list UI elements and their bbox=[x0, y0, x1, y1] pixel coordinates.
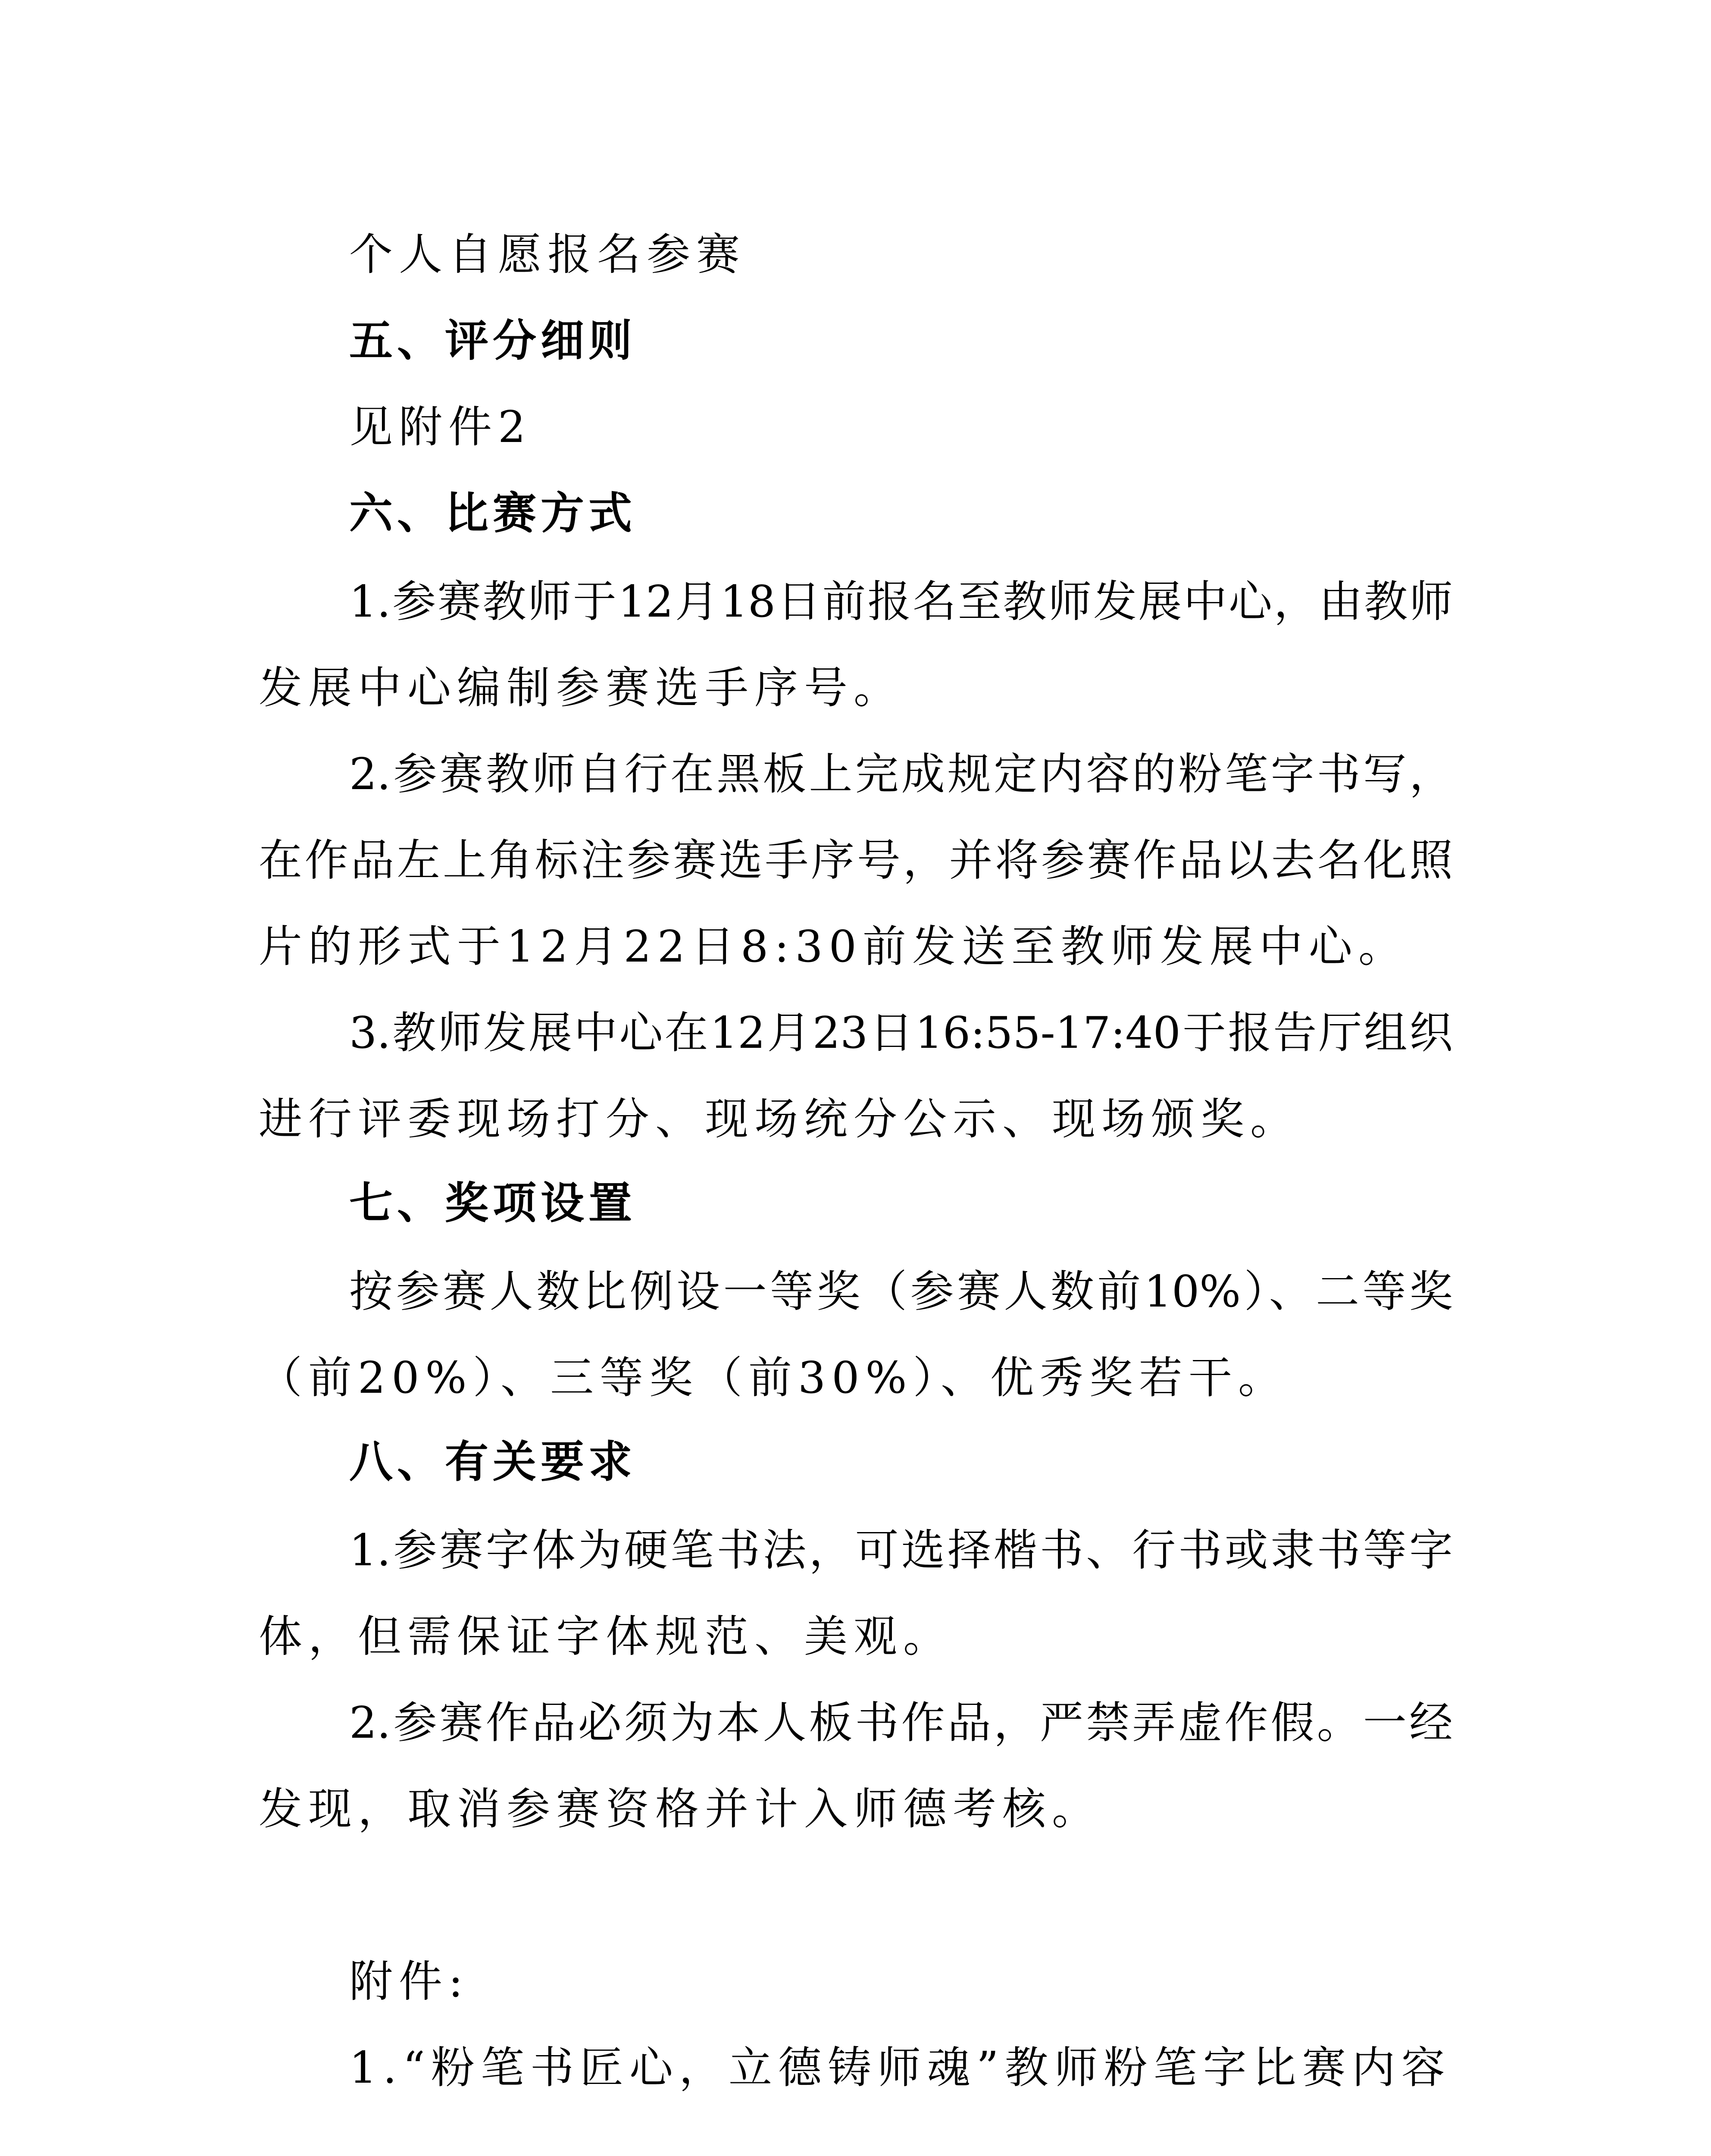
paragraph-line: 1.参赛教师于12月18日前报名至教师发展中心，由教师 bbox=[349, 576, 1453, 627]
paragraph-line: 3.教师发展中心在12月23日16:55-17:40于报告厅组织 bbox=[349, 1007, 1453, 1058]
section-heading: 五、评分细则 bbox=[349, 315, 637, 366]
attachment-item: 1.“粉笔书匠心，立德铸师魂”教师粉笔字比赛内容 bbox=[349, 2042, 1451, 2093]
paragraph-line: 片的形式于12月22日8:30前发送至教师发展中心。 bbox=[259, 921, 1408, 972]
paragraph-line: 发现，取消参赛资格并计入师德考核。 bbox=[259, 1783, 1102, 1834]
paragraph-line: 进行评委现场打分、现场统分公示、现场颁奖。 bbox=[259, 1094, 1300, 1144]
attachment-label: 附件: bbox=[349, 1956, 469, 2007]
section-heading: 七、奖项设置 bbox=[349, 1178, 637, 1228]
paragraph-line: 个人自愿报名参赛 bbox=[349, 229, 746, 280]
paragraph-line: 2.参赛教师自行在黑板上完成规定内容的粉笔字书写， bbox=[349, 749, 1453, 799]
section-heading: 八、有关要求 bbox=[349, 1436, 637, 1487]
paragraph-line: 见附件2 bbox=[349, 401, 532, 452]
paragraph-line: 发展中心编制参赛选手序号。 bbox=[259, 662, 904, 713]
paragraph-line: （前20%）、三等奖（前30%）、优秀奖若干。 bbox=[259, 1352, 1288, 1403]
paragraph-line: 按参赛人数比例设一等奖（参赛人数前10%）、二等奖 bbox=[349, 1266, 1453, 1317]
paragraph-line: 2.参赛作品必须为本人板书作品，严禁弄虚作假。一经 bbox=[349, 1697, 1453, 1748]
section-heading: 六、比赛方式 bbox=[349, 488, 637, 539]
paragraph-line: 1.参赛字体为硬笔书法，可选择楷书、行书或隶书等字 bbox=[349, 1525, 1453, 1576]
paragraph-line: 体，但需保证字体规范、美观。 bbox=[259, 1611, 953, 1662]
paragraph-line: 在作品左上角标注参赛选手序号，并将参赛作品以去名化照 bbox=[259, 835, 1453, 886]
